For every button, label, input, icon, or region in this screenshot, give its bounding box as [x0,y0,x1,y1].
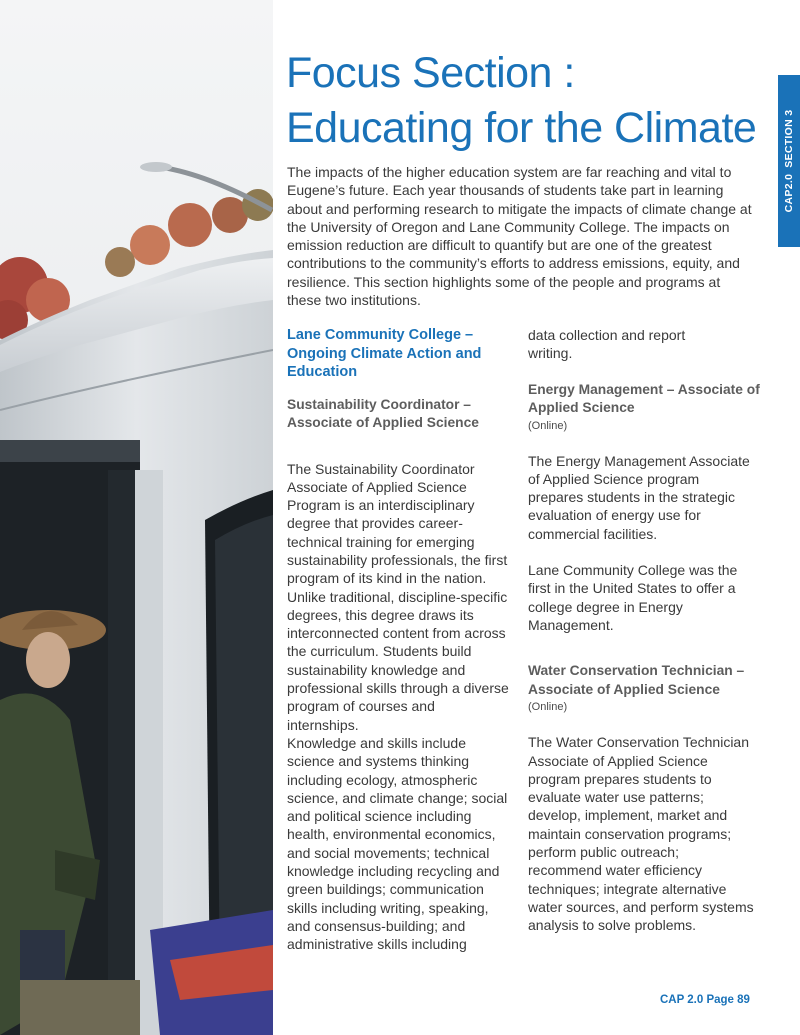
lcc-heading: Lane Community College – Ongoing Climate Action and Education [287,327,482,380]
section-side-tab [778,75,800,247]
energy-paragraph-2: Lane Community College was the first in the United States to offer a college degree in Energy Management. [528,562,738,633]
continued-text: data collection and report writing. [528,327,686,362]
water-paragraph: The Water Conservation Technician Associate of Applied Science program prepares students to evaluate water use patterns; develop, implement, market and maintain conservation programs; perform public outreach; recommend water efficiency techniques; integrate alternative water sources, and perform systems analysis to solve problems. [528,734,754,934]
intro-paragraph: The impacts of the higher education system are far reaching and vital to Eugene’s future. Each year thousands of students take part in learning about and performing research to mitigate the impacts of climate change at the University of Oregon and Lane Community College. The impacts on emission reduction are difficult to quantify but are one of the greatest contributions to the community’s efforts to address emissions, equity, and resilience. This section highlights some of the people and programs at these two institutions. [287,164,752,309]
left-column [287,326,509,954]
section-tab-section-label: SECTION 3 [783,109,795,168]
sustainability-paragraph: The Sustainability Coordinator Associate of Applied Science Program is an interdisciplinary degree that provides career-technical training for emerging sustainability professionals, the first program of its kind in the nation. Unlike traditional, discipline-specific degrees, this degree draws its interconnected content from across the curriculum. Students build sustainability knowledge and professional skills through a diverse program of courses and internships. [287,460,509,733]
right-column [528,326,768,935]
page-title [286,46,756,156]
section-tab-doc-label: CAP2.0 [783,173,795,213]
page-number-footer: CAP 2.0 Page 89 [660,994,750,1006]
bus-boarding-photo [0,0,273,1035]
section-tab-label [783,110,795,213]
energy-program-title: Energy Management – Associate of Applied Science [528,381,760,416]
page-title-line2: Educating for the Climate [286,104,757,152]
water-program-title: Water Conservation Technician – Associate of Applied Science [528,663,745,697]
energy-online-note: (Online) [528,419,568,432]
page-title-line1: Focus Section : [286,49,575,97]
energy-paragraph-1: The Energy Management Associate of Applied Science program prepares students in the strategic evaluation of energy use for commercial facilities. [528,452,750,542]
water-online-note: (Online) [528,701,568,714]
sustainability-program-title: Sustainability Coordinator – Associate of Applied Science [287,396,479,430]
knowledge-skills-paragraph: Knowledge and skills include science and systems thinking including ecology, atmospheric science, and climate change; social and political science including health, environmental economics, and social movements; technical knowledge including recycling and green buildings; communication skills including writing, speaking, and consensus-building; and administrative skills including [287,734,508,953]
